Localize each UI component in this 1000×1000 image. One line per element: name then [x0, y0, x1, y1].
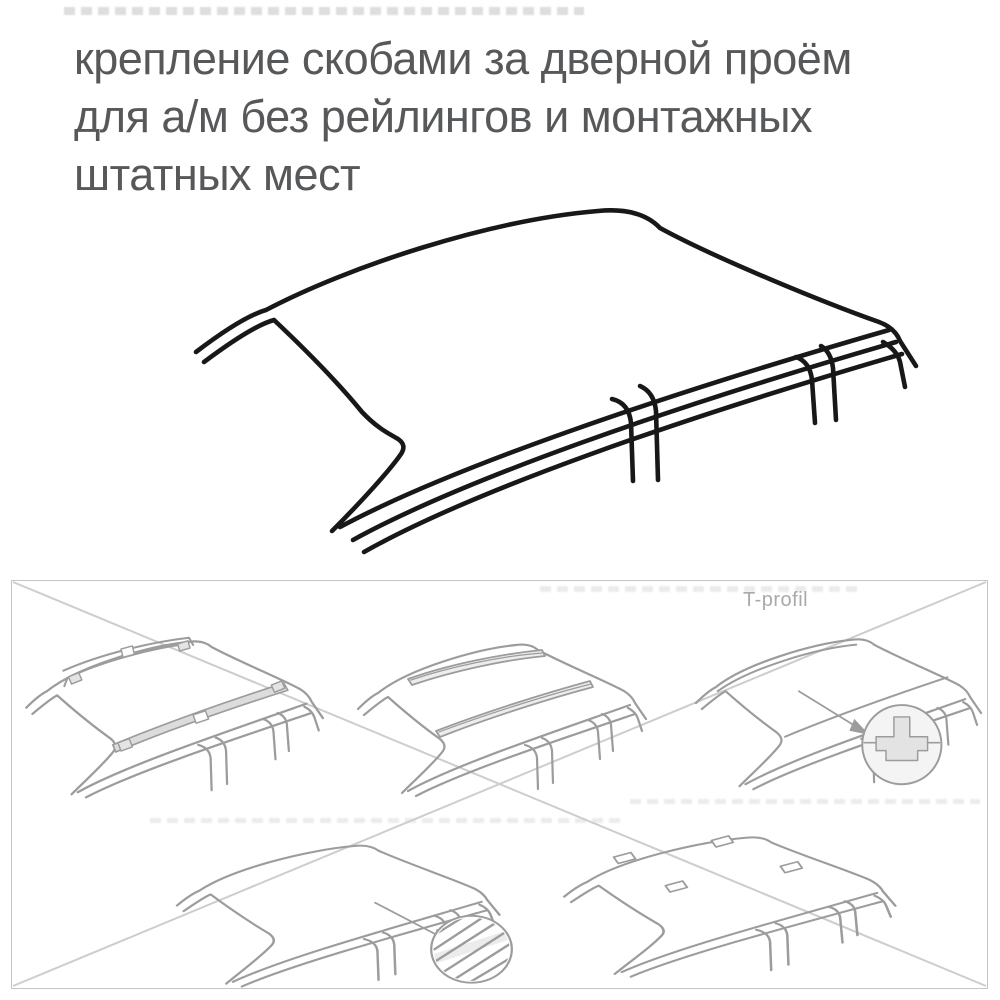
- car-raised-railings-icon: [26, 638, 323, 798]
- rear-pillar-inner: [883, 342, 905, 387]
- page-title-line1: крепление скобами за дверной проём: [74, 33, 852, 84]
- arrow-to-t-profile: [799, 691, 858, 728]
- car-fixed-mounting-points-icon: [564, 836, 895, 977]
- hatch-detail-icon: [431, 916, 514, 989]
- t-profil-label: T-profil: [743, 589, 809, 611]
- car-t-profile-tracks-icon: [696, 639, 981, 789]
- page-title-line2: для а/м без рейлингов и монтажных: [74, 91, 812, 142]
- windshield-door-edge: [204, 320, 403, 531]
- t-profile-detail-icon: [862, 705, 941, 784]
- c-pillar-inner: [821, 346, 836, 420]
- roof-outline: [196, 210, 916, 366]
- main-roof-drawing: [196, 210, 916, 552]
- car-bare-roof-door-frame-icon: [177, 846, 514, 990]
- door-rail-line-1: [340, 330, 889, 527]
- car-flush-rails-icon: [358, 645, 646, 796]
- page-title-line3: штатных мест: [74, 149, 361, 200]
